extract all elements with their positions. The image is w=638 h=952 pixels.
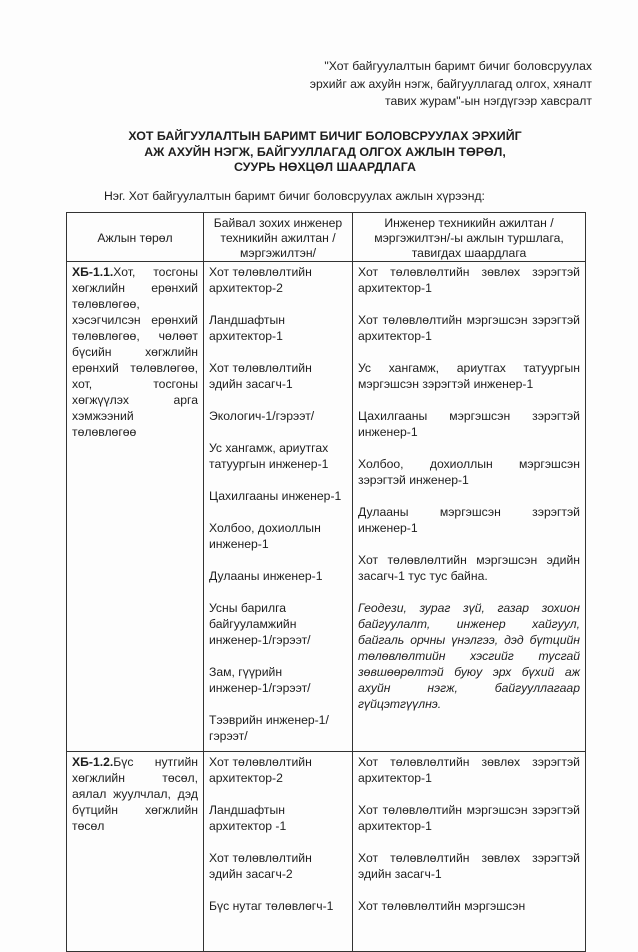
header-work-type: Ажлын төрөл (67, 213, 204, 262)
requirement-item: Хот төлөвлөлтийн мэргэшсэн зэрэгтэй архитектор-1 (358, 803, 580, 833)
work-type-text: Хот, тосгоны хөгжлийн ерөнхий төлөвлөгөө, хэсэгчилсэн ерөнхий төлөвлөгөө, чөлөөт бүсийн хөгжлийн ерөнхий төлөвлөгөө, хот, тосгоны хөгжүүлэх арга хэмжээний төлөвлөгөө (72, 265, 198, 439)
requirement-item: Хот төлөвлөлтийн мэргэшсэн зэрэгтэй архитектор-1 (358, 313, 580, 343)
staff-item: Экологич-1/гэрээт/ (209, 409, 315, 423)
section-intro: Нэг. Хот байгуулалтын баримт бичиг боловсруулах ажлын хүрээнд: (104, 189, 485, 203)
staff-item: Зам, гүүрийн инженер-1/гэрээт/ (209, 665, 311, 695)
requirement-item: Ус хангамж, ариутгах татуургын мэргэшсэн зэрэгтэй инженер-1 (358, 361, 580, 391)
requirement-item: Холбоо, дохиоллын мэргэшсэн зэрэгтэй инженер-1 (358, 457, 580, 487)
staff-item: Усны барилга байгууламжийн инженер-1/гэрээт/ (209, 601, 311, 647)
staff-item: Хот төлөвлөлтийн архитектор-2 (209, 265, 312, 295)
staff-cell (204, 262, 353, 752)
table-row (67, 262, 586, 752)
header-requirements: Инженер техникийн ажилтан /мэргэжилтэн/-ы ажлын туршлага, тавигдах шаардлага (353, 213, 586, 262)
table-header-row (67, 213, 586, 262)
staff-cell (204, 752, 353, 952)
appendix-note-line: "Хот байгуулалтын баримт бичиг боловсруулах (324, 59, 592, 73)
requirement-item: Хот төлөвлөлтийн зөвлөх зэрэгтэй архитектор-1 (358, 755, 580, 785)
staff-item: Хот төлөвлөлтийн эдийн засагч-2 (209, 851, 312, 881)
appendix-note-line: эрхийг аж ахуйн нэгж, байгууллагад олгох, хяналт (309, 76, 592, 91)
requirement-item: Хот төлөвлөлтийн зөвлөх зэрэгтэй эдийн засагч-1 (358, 851, 580, 881)
staff-item: Ландшафтын архитектор-1 (209, 313, 286, 343)
table-row (67, 752, 586, 952)
requirements-table (66, 212, 586, 952)
staff-item: Дулааны инженер-1 (209, 569, 323, 583)
requirement-note: Геодези, зураг зүй, газар зохион байгуулалт, инженер хайгуул, байгаль орчны үнэлгээ, дэд бүтцийн төлөвлөлтийн хэсгийг тусгай зөвшөөрөлтэй буюу эрх бүхий аж ахуйн нэгж, байгууллагаар гүйцэтгүүлнэ. (358, 601, 580, 711)
work-type-cell (67, 262, 204, 752)
requirement-item: Дулааны мэргэшсэн зэрэгтэй инженер-1 (358, 505, 580, 535)
requirements-cell (353, 262, 586, 752)
staff-item: Ландшафтын архитектор -1 (209, 803, 287, 833)
header-staff: Байвал зохих инженер техникийн ажилтан /мэргэжилтэн/ (204, 213, 353, 262)
requirement-item: Цахилгааны мэргэшсэн зэрэгтэй инженер-1 (358, 409, 580, 439)
requirement-item: Хот төлөвлөлтийн мэргэшсэн (358, 899, 526, 913)
staff-item: Тээврийн инженер-1/гэрээт/ (209, 713, 329, 743)
title-line: СУУРЬ НӨХЦӨЛ ШААРДЛАГА (234, 160, 416, 174)
work-code: ХБ-1.1. (72, 265, 114, 279)
work-type-text: Бүс нутгийн хөгжлийн төсөл, аялал жуулчлал, дэд бүтцийн хөгжлийн төсөл (72, 755, 198, 833)
staff-item: Хот төлөвлөлтийн архитектор-2 (209, 755, 312, 785)
appendix-note (262, 58, 592, 111)
work-code: ХБ-1.2. (72, 755, 114, 769)
staff-item: Хот төлөвлөлтийн эдийн засагч-1 (209, 361, 312, 391)
requirements-cell (353, 752, 586, 952)
appendix-note-line: тавих журам"-ын нэгдүгээр хавсралт (385, 94, 592, 108)
title-line: ХОТ БАЙГУУЛАЛТЫН БАРИМТ БИЧИГ БОЛОВСРУУЛАХ ЭРХИЙГ (128, 129, 522, 143)
staff-item: Ус хангамж, ариутгах татуургын инженер-1 (209, 441, 329, 471)
title-line: АЖ АХУЙН НЭГЖ, БАЙГУУЛЛАГАД ОЛГОХ АЖЛЫН ТӨРӨЛ, (144, 144, 506, 159)
staff-item: Холбоо, дохиоллын инженер-1 (209, 521, 321, 551)
staff-item: Бүс нутаг төлөвлөгч-1 (209, 899, 334, 913)
staff-item: Цахилгааны инженер-1 (209, 489, 342, 503)
requirement-item: Хот төлөвлөлтийн зөвлөх зэрэгтэй архитектор-1 (358, 265, 580, 295)
document-title (40, 129, 610, 176)
requirement-item: Хот төлөвлөлтийн мэргэшсэн эдийн засагч-1 тус тус байна. (358, 553, 580, 583)
work-type-cell (67, 752, 204, 952)
